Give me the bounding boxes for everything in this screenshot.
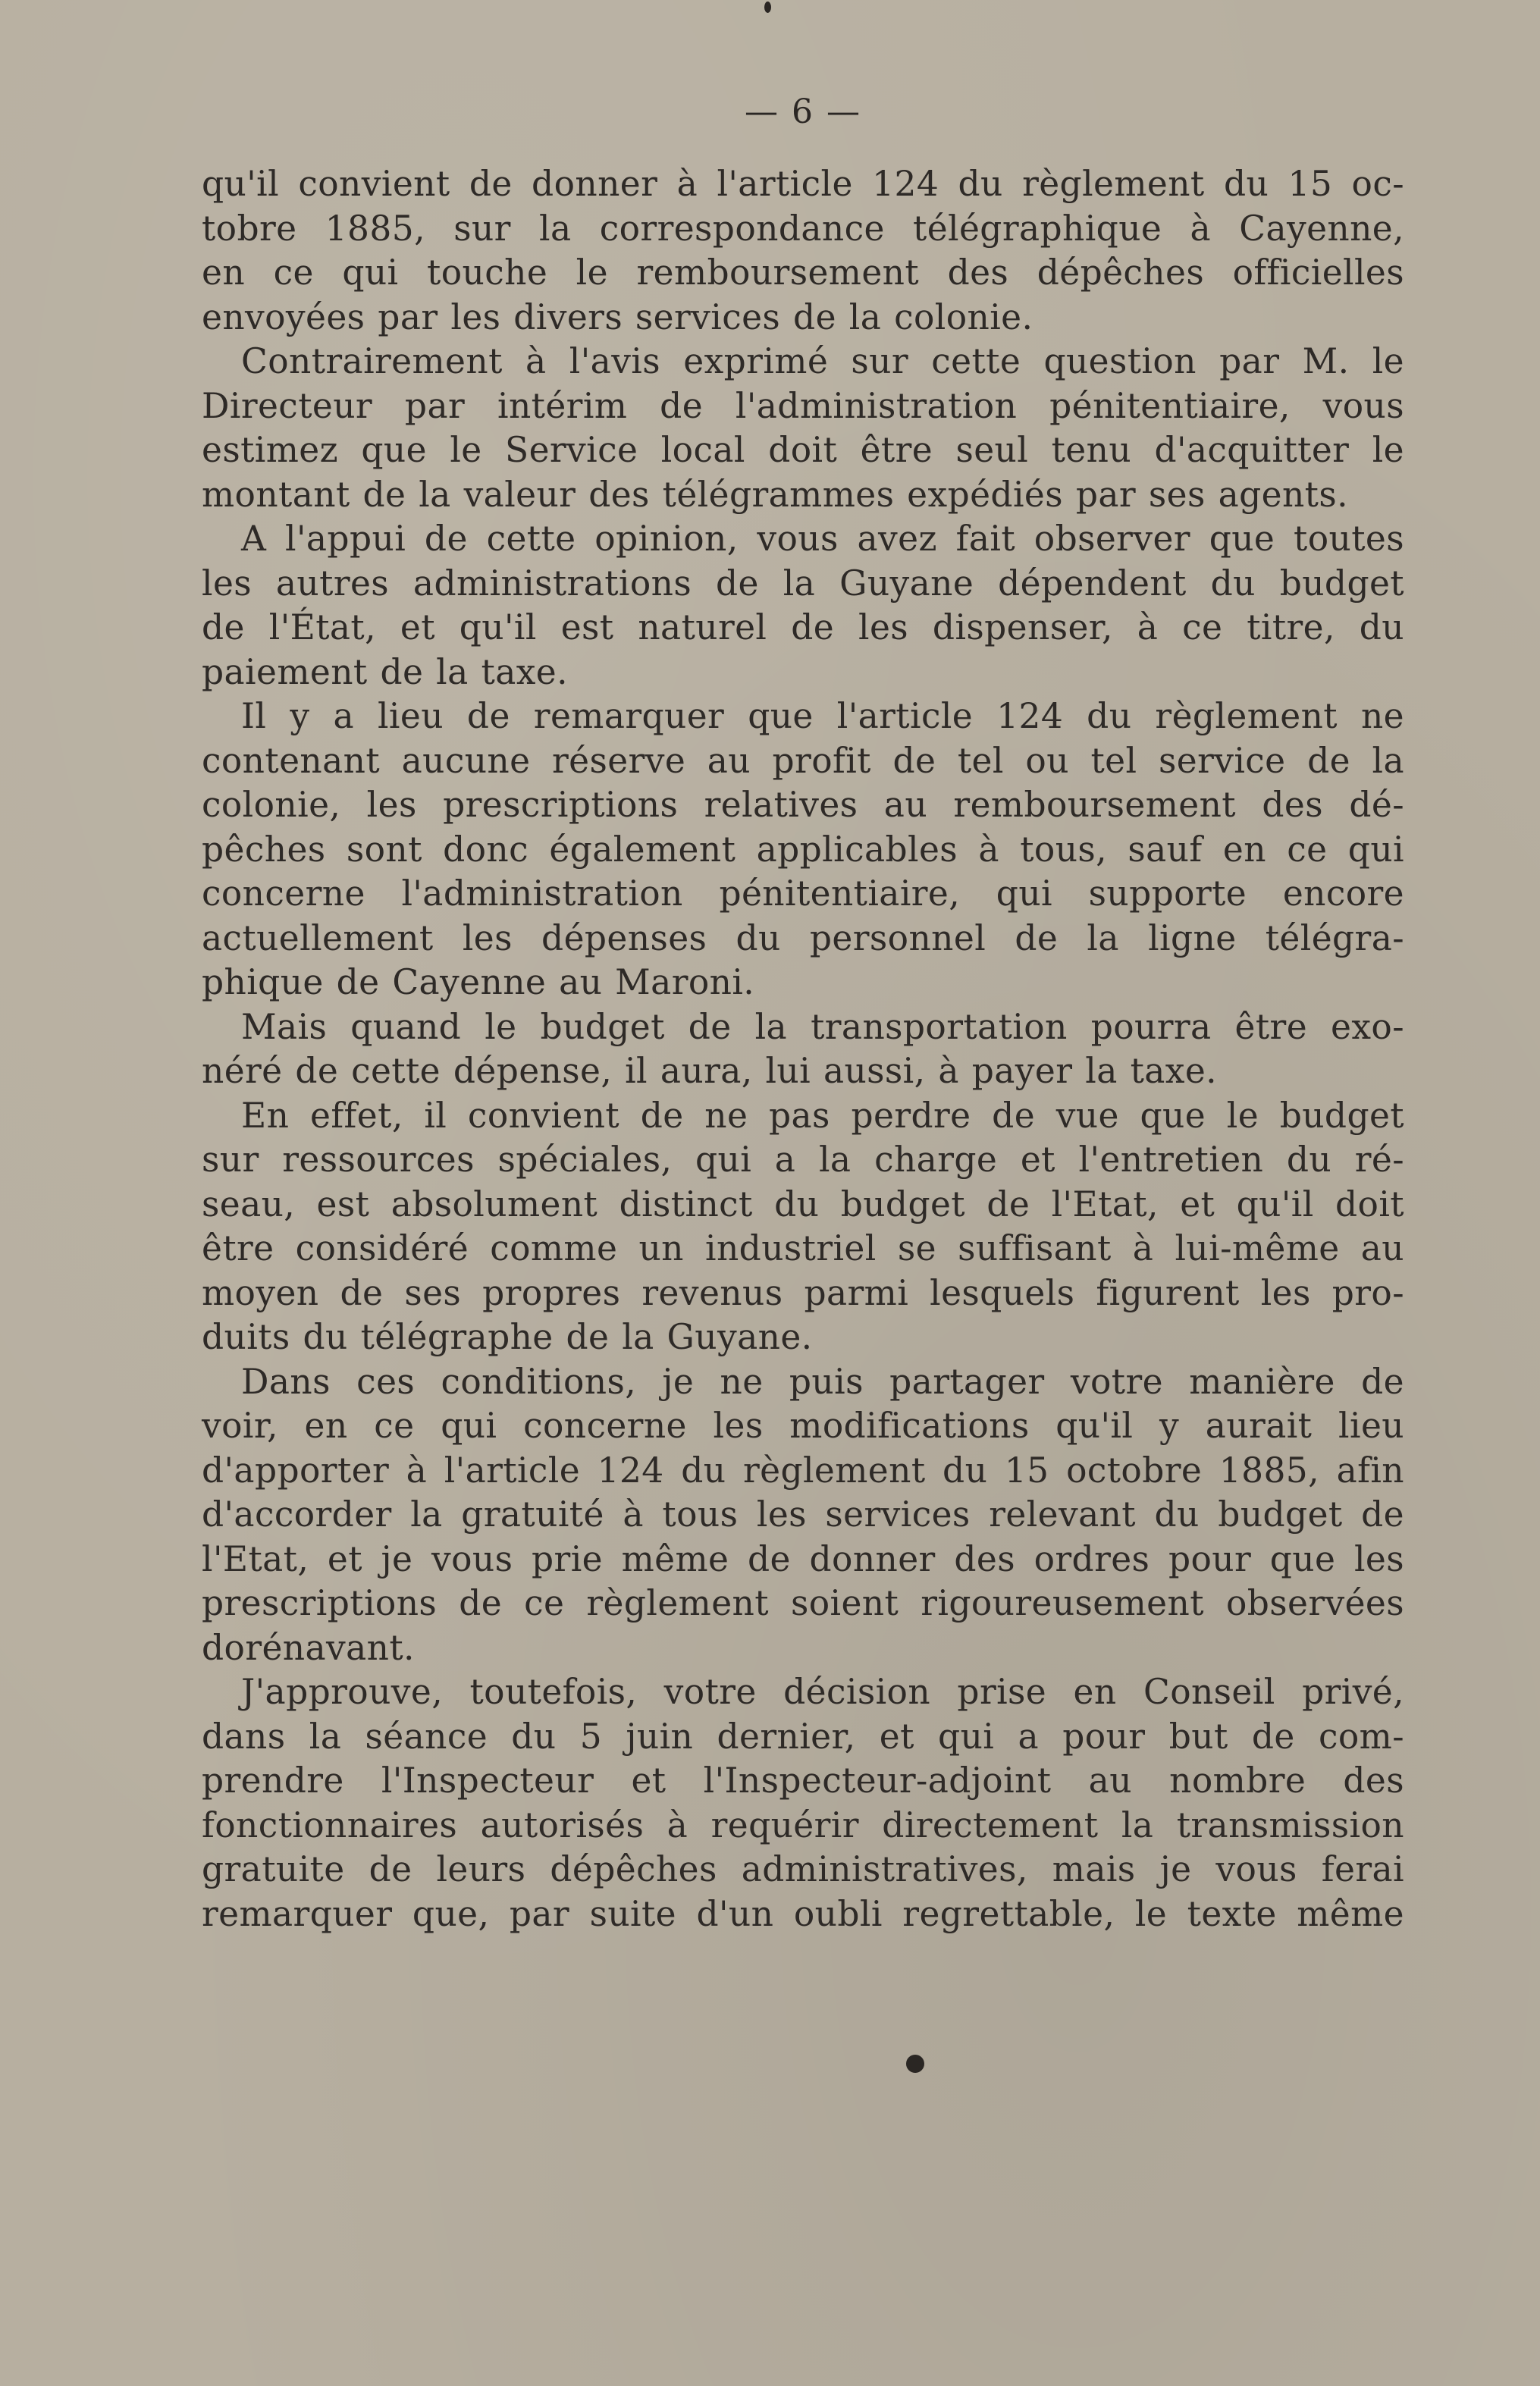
text-line: l'Etat, et je vous prie même de donner des ordres pour que les: [202, 1538, 1404, 1579]
text-line: seau, est absolument distinct du budget de l'Etat, et qu'il doit: [202, 1184, 1404, 1224]
paragraph: [202, 1005, 1404, 1094]
text-line: En effet, il convient de ne pas perdre de vue que le budget: [241, 1095, 1404, 1136]
ink-spot-top: [764, 2, 771, 13]
body-text: [202, 162, 1404, 1936]
text-line: de l'État, et qu'il est naturel de les dispenser, à ce titre, du: [202, 607, 1404, 647]
text-line: néré de cette dépense, il aura, lui aussi, à payer la taxe.: [202, 1051, 1218, 1091]
text-line: phique de Cayenne au Maroni.: [202, 962, 755, 1002]
text-line: Il y a lieu de remarquer que l'article 124 du règlement ne: [241, 696, 1404, 736]
text-line: estimez que le Service local doit être seul tenu d'acquitter le: [202, 430, 1404, 470]
text-line: remarquer que, par suite d'un oubli regrettable, le texte même: [202, 1893, 1404, 1934]
paragraph: [202, 340, 1404, 517]
text-line: prendre l'Inspecteur et l'Inspecteur-adjoint au nombre des: [202, 1760, 1404, 1801]
text-line: paiement de la taxe.: [202, 651, 568, 692]
text-line: être considéré comme un industriel se suffisant à lui-même au: [202, 1228, 1404, 1268]
text-line: J'approuve, toutefois, votre décision prise en Conseil privé,: [241, 1672, 1404, 1712]
text-line: Mais quand le budget de la transportation pourra être exo-: [241, 1006, 1404, 1047]
paragraph: [202, 517, 1404, 694]
text-line: sur ressources spéciales, qui a la charge et l'entretien du ré-: [202, 1140, 1404, 1180]
text-line: dans la séance du 5 juin dernier, et qui a pour but de com-: [202, 1716, 1404, 1757]
text-line: prescriptions de ce règlement soient rigoureusement observées: [202, 1583, 1404, 1623]
page-number: — 6 —: [745, 92, 861, 131]
text-line: pêches sont donc également applicables à tous, sauf en ce qui: [202, 829, 1404, 870]
paragraph: [202, 1094, 1404, 1360]
ink-spot-bottom: [906, 2055, 924, 2073]
text-line: envoyées par les divers services de la colonie.: [202, 296, 1033, 337]
text-line: contenant aucune réserve au profit de tel ou tel service de la: [202, 740, 1404, 781]
text-line: d'accorder la gratuité à tous les services relevant du budget de: [202, 1494, 1404, 1535]
text-line: montant de la valeur des télégrammes expédiés par ses agents.: [202, 474, 1348, 515]
text-line: Dans ces conditions, je ne puis partager votre manière de: [241, 1361, 1404, 1402]
text-line: en ce qui touche le remboursement des dépêches officielles: [202, 252, 1404, 293]
text-line: voir, en ce qui concerne les modifications qu'il y aurait lieu: [202, 1406, 1404, 1446]
text-line: qu'il convient de donner à l'article 124 du règlement du 15 oc-: [202, 164, 1404, 204]
text-line: d'apporter à l'article 124 du règlement du 15 octobre 1885, afin: [202, 1450, 1404, 1491]
document-page: [202, 89, 1404, 1936]
text-line: les autres administrations de la Guyane dépendent du budget: [202, 563, 1404, 604]
text-line: dorénavant.: [202, 1627, 415, 1668]
text-line: Directeur par intérim de l'administration pénitentiaire, vous: [202, 385, 1404, 426]
paragraph: [202, 694, 1404, 1005]
text-line: moyen de ses propres revenus parmi lesquels figurent les pro-: [202, 1272, 1404, 1313]
paragraph: [202, 1670, 1404, 1936]
text-line: A l'appui de cette opinion, vous avez fait observer que toutes: [241, 519, 1404, 559]
text-line: actuellement les dépenses du personnel de la ligne télégra-: [202, 917, 1404, 958]
text-line: colonie, les prescriptions relatives au remboursement des dé-: [202, 785, 1404, 825]
text-line: tobre 1885, sur la correspondance télégraphique à Cayenne,: [202, 208, 1404, 249]
text-line: fonctionnaires autorisés à requérir directement la transmission: [202, 1804, 1404, 1845]
text-line: gratuite de leurs dépêches administratives, mais je vous ferai: [202, 1849, 1404, 1889]
paragraph: [202, 162, 1404, 340]
paragraph: [202, 1360, 1404, 1671]
text-line: duits du télégraphe de la Guyane.: [202, 1317, 813, 1357]
text-line: concerne l'administration pénitentiaire, qui supporte encore: [202, 873, 1404, 914]
text-line: Contrairement à l'avis exprimé sur cette question par M. le: [241, 341, 1404, 381]
